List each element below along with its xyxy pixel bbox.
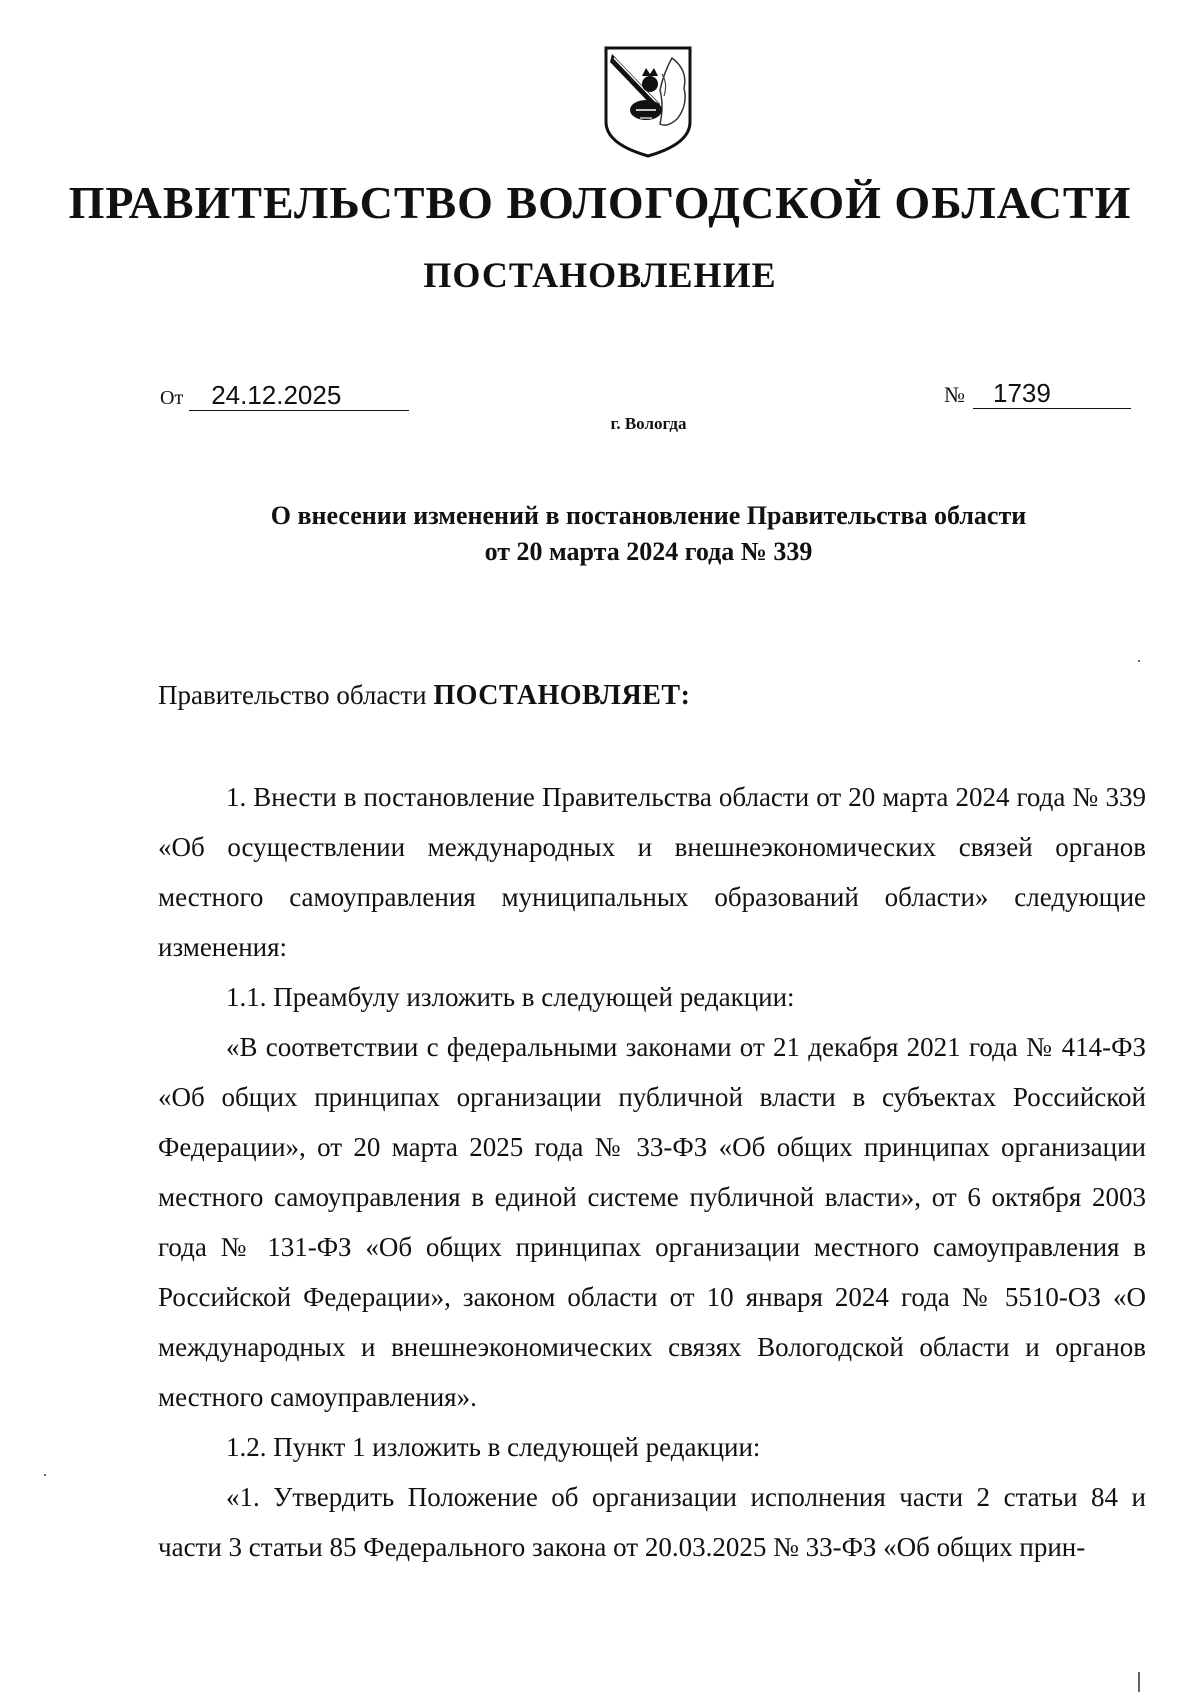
document-type-title: ПОСТАНОВЛЕНИЕ xyxy=(423,255,777,295)
scan-speck xyxy=(1138,1672,1140,1692)
document-subject xyxy=(0,498,1200,570)
number-prefix: № xyxy=(944,382,965,407)
subject-line-2: от 20 марта 2024 года № 339 xyxy=(484,537,813,566)
scan-speck xyxy=(1138,660,1140,662)
resolution-preamble xyxy=(158,680,690,712)
issue-city: г. Вологда xyxy=(610,414,687,433)
body-paragraph: «В соответствии с федеральными законами от 21 декабря 2021 года № 414-ФЗ «Об общих принципах организации публичной власти в субъектах Российской Федерации», от 20 марта 2025 года № 33-ФЗ «Об общих принципах организации местного самоуправления в единой системе публичной власти», от 6 октября 2003 года № 131-ФЗ «Об общих принципах организации местного самоуправления в Российской Федерации», законом области от 10 января 2024 года № 5510-ОЗ «О международных и внешнеэкономических связях Вологодской области и органов местного самоуправления». xyxy=(158,1032,1146,1412)
preamble-text: Правительство области xyxy=(158,680,434,710)
body-paragraph: 1.2. Пункт 1 изложить в следующей редакции: xyxy=(226,1432,761,1462)
document-number: 1739 xyxy=(973,378,1131,409)
document-number-field xyxy=(944,378,1131,409)
body-paragraph: 1. Внести в постановление Правительства области от 20 марта 2024 года № 339 «Об осуществлении международных и внешнеэкономических связей органов местного самоуправления муниципальных образований области» следующие изменения: xyxy=(158,782,1146,962)
date-prefix: От xyxy=(160,387,184,409)
coat-of-arms-icon xyxy=(602,44,694,160)
body-paragraph: «1. Утвердить Положение об организации исполнения части 2 статьи 84 и части 3 статьи 85 Федерального закона от 20.03.2025 № 33-ФЗ «Об общих прин- xyxy=(158,1482,1146,1562)
organization-title: ПРАВИТЕЛЬСТВО ВОЛОГОДСКОЙ ОБЛАСТИ xyxy=(68,177,1132,228)
preamble-emphasis: ПОСТАНОВЛЯЕТ: xyxy=(433,680,691,711)
body-paragraph: 1.1. Преамбулу изложить в следующей редакции: xyxy=(226,982,795,1012)
document-date-field xyxy=(160,380,409,411)
subject-line-1: О внесении изменений в постановление Правительства области xyxy=(270,501,1027,530)
document-body xyxy=(158,772,1146,1572)
scan-speck xyxy=(44,1474,46,1476)
document-date: 24.12.2025 xyxy=(189,380,409,411)
